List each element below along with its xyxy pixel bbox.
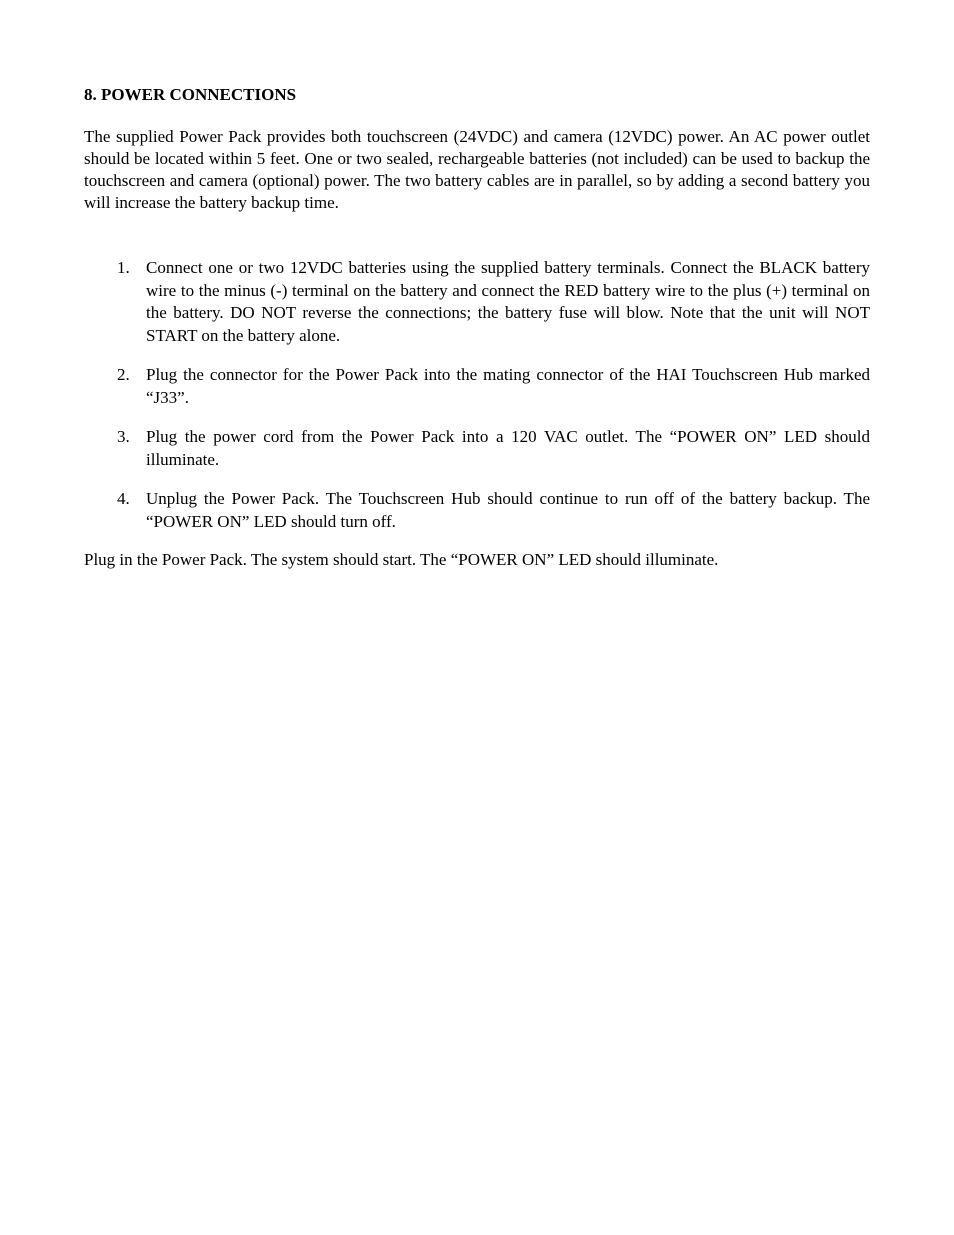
step-number: 2. bbox=[117, 365, 130, 384]
step-number: 4. bbox=[117, 489, 130, 508]
step-text: Plug the connector for the Power Pack into the mating connector of the HAI Touchscreen Hub marked “J33”. bbox=[146, 365, 870, 407]
step-text: Unplug the Power Pack. The Touchscreen Hub should continue to run off of the battery backup. The “POWER ON” LED should turn off. bbox=[146, 489, 870, 531]
step-text: Plug the power cord from the Power Pack into a 120 VAC outlet. The “POWER ON” LED should illuminate. bbox=[146, 427, 870, 469]
step-item bbox=[84, 257, 870, 347]
step-item bbox=[84, 364, 870, 409]
step-item bbox=[84, 488, 870, 533]
step-number: 1. bbox=[117, 258, 130, 277]
document-page bbox=[84, 84, 870, 571]
closing-paragraph: Plug in the Power Pack. The system should start. The “POWER ON” LED should illuminate. bbox=[84, 550, 719, 569]
step-item bbox=[84, 426, 870, 471]
section-heading: 8. POWER CONNECTIONS bbox=[84, 85, 297, 104]
step-text: Connect one or two 12VDC batteries using the supplied battery terminals. Connect the BLACK battery wire to the minus (-) terminal on the battery and connect the RED battery wire to the plus (+) terminal on the battery. DO NOT reverse the connections; the battery fuse will blow. Note that the unit will NOT START on the battery alone. bbox=[146, 258, 870, 345]
intro-paragraph: The supplied Power Pack provides both touchscreen (24VDC) and camera (12VDC) power. An AC power outlet should be located within 5 feet. One or two sealed, rechargeable batteries (not included) can be used to backup the touchscreen and camera (optional) power. The two battery cables are in parallel, so by adding a second battery you will increase the battery backup time. bbox=[84, 127, 870, 212]
steps-list bbox=[84, 257, 870, 533]
step-number: 3. bbox=[117, 427, 130, 446]
